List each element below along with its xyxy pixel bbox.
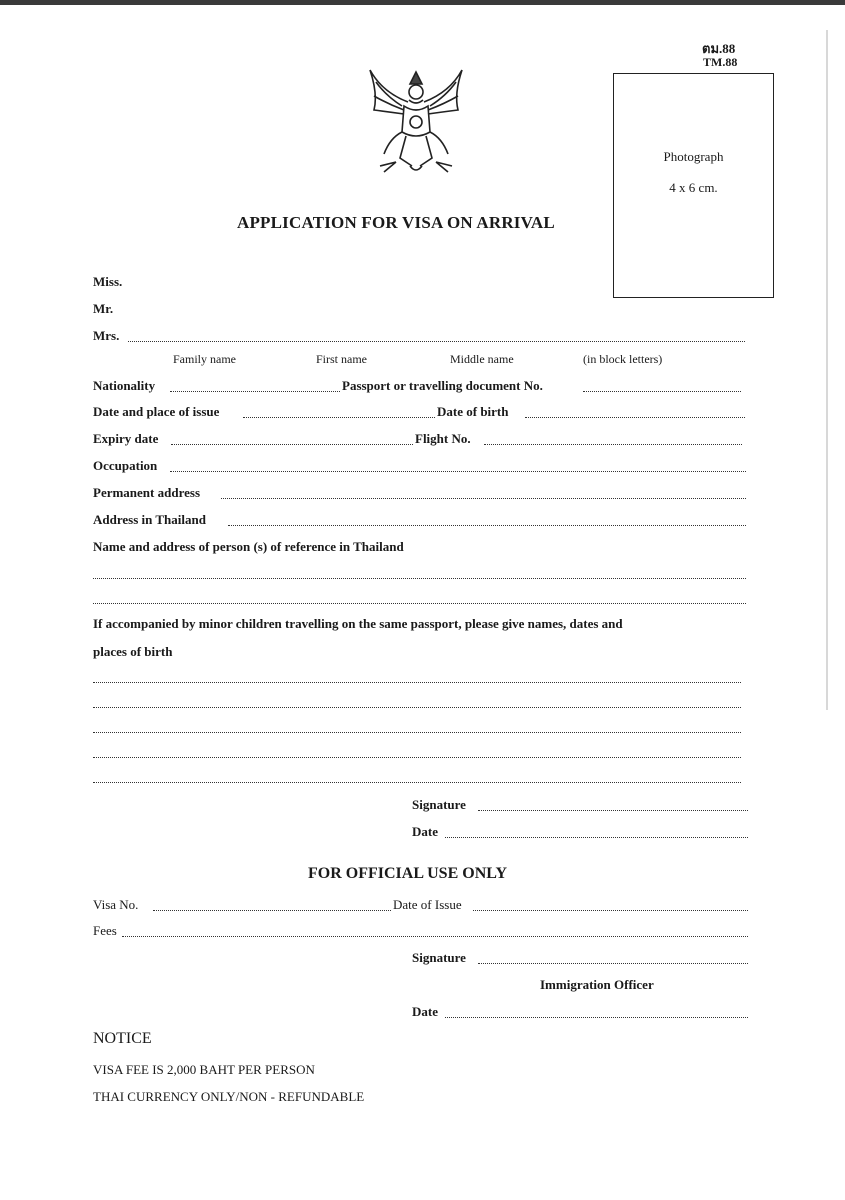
expiry-date-label: Expiry date xyxy=(93,431,159,446)
immigration-officer-label: Immigration Officer xyxy=(540,977,654,992)
date-place-issue-label: Date and place of issue xyxy=(93,404,220,419)
children-instruction-line2: places of birth xyxy=(93,644,173,659)
passport-label: Passport or travelling document No. xyxy=(342,378,543,393)
notice-fee-line: VISA FEE IS 2,000 BAHT PER PERSON xyxy=(93,1062,315,1077)
page-edge-shadow xyxy=(826,30,828,710)
form-code-thai: ตม.88 xyxy=(702,41,736,56)
permanent-address-field[interactable] xyxy=(221,498,746,499)
garuda-emblem-icon xyxy=(360,62,472,177)
expiry-date-field[interactable] xyxy=(171,444,413,445)
fees-label: Fees xyxy=(93,923,117,938)
date-of-birth-label: Date of birth xyxy=(437,404,509,419)
children-line-1[interactable] xyxy=(93,682,741,683)
officer-date-label: Date xyxy=(412,1004,438,1019)
children-line-2[interactable] xyxy=(93,707,741,708)
date-of-birth-field[interactable] xyxy=(525,417,745,418)
middle-name-caption: Middle name xyxy=(450,352,514,366)
date-of-issue-label: Date of Issue xyxy=(393,897,462,912)
flight-no-label: Flight No. xyxy=(415,431,471,446)
reference-line-1[interactable] xyxy=(93,578,746,579)
permanent-address-label: Permanent address xyxy=(93,485,201,500)
reference-person-label: Name and address of person (s) of reference in Thailand xyxy=(93,539,404,554)
page-title: APPLICATION FOR VISA ON ARRIVAL xyxy=(237,213,555,232)
children-instruction-line1: If accompanied by minor children travelling on the same passport, please give names, dates and xyxy=(93,616,623,631)
title-miss-label: Miss. xyxy=(93,274,123,289)
officer-date-field[interactable] xyxy=(445,1017,748,1018)
visa-no-label: Visa No. xyxy=(93,897,139,912)
address-thailand-label: Address in Thailand xyxy=(93,512,206,527)
address-thailand-field[interactable] xyxy=(228,525,746,526)
applicant-signature-field[interactable] xyxy=(478,810,748,811)
family-name-caption: Family name xyxy=(173,352,236,366)
photograph-size: 4 x 6 cm. xyxy=(669,180,718,195)
notice-heading: NOTICE xyxy=(93,1030,152,1047)
date-place-issue-field[interactable] xyxy=(243,417,435,418)
visa-no-field[interactable] xyxy=(153,910,391,911)
official-use-heading: FOR OFFICIAL USE ONLY xyxy=(308,865,507,882)
applicant-date-field[interactable] xyxy=(445,837,748,838)
block-letters-note: (in block letters) xyxy=(583,352,663,366)
applicant-signature-label: Signature xyxy=(412,797,466,812)
children-line-5[interactable] xyxy=(93,782,741,783)
children-line-4[interactable] xyxy=(93,757,741,758)
nationality-label: Nationality xyxy=(93,378,156,393)
date-of-issue-field[interactable] xyxy=(473,910,748,911)
first-name-caption: First name xyxy=(316,352,367,366)
officer-signature-field[interactable] xyxy=(478,963,748,964)
children-line-3[interactable] xyxy=(93,732,741,733)
officer-signature-label: Signature xyxy=(412,950,466,965)
fees-field[interactable] xyxy=(122,936,748,937)
nationality-field[interactable] xyxy=(170,391,340,392)
top-edge-bar xyxy=(0,0,845,5)
occupation-field[interactable] xyxy=(170,471,746,472)
flight-no-field[interactable] xyxy=(484,444,742,445)
applicant-date-label: Date xyxy=(412,824,438,839)
reference-line-2[interactable] xyxy=(93,603,746,604)
passport-field[interactable] xyxy=(583,391,741,392)
photograph-box xyxy=(613,73,774,298)
occupation-label: Occupation xyxy=(93,458,158,473)
form-code-latin: TM.88 xyxy=(703,55,738,69)
title-mr-label: Mr. xyxy=(93,301,114,316)
photograph-label: Photograph xyxy=(663,149,724,164)
title-mrs-label: Mrs. xyxy=(93,328,120,343)
name-field[interactable] xyxy=(128,341,745,342)
notice-currency-line: THAI CURRENCY ONLY/NON - REFUNDABLE xyxy=(93,1089,365,1104)
